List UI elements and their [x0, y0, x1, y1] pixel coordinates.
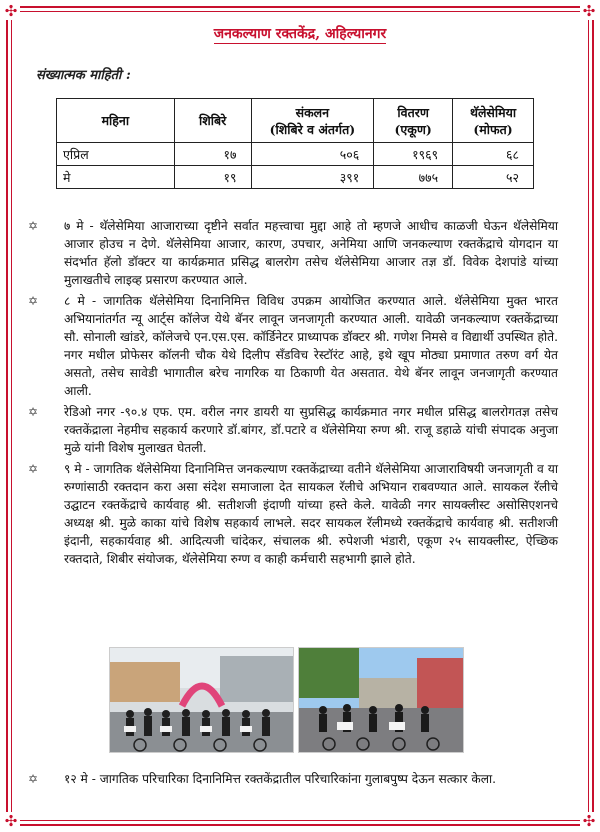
list-item-text: ८ मे - जागतिक थॅलेसेमिया दिनानिमित्त विविध उपक्रम आयोजित करण्यात आले. थॅलेसेमिया मुक्त भारत अभियानांतर्गत न्यू आर्ट्स कॉलेज येथे बॅनर लावून जनजागृती करण्यात आली. यावेळी जनकल्याण रक्तकेंद्राच्या सौ. सोनाली खांडरे, कॉलेजचे एन.एस.एस. कॉर्डिनेटर प्राध्यापक डॉक्टर श्री. गणेश निमसे व विद्यार्थी उपस्थित होते. नगर मधील प्रोफेसर कॉलनी चौक येथे दिलीप सँडविच रेस्टॉरंट आहे, इथे खूप मोठ्या प्रमाणात तरुण वर्ग येत असतो, तसेच सावेडी भागातील बरेच नागरिक या ठिकाणी येत असतात. येथे बॅनर लावून जनजागृती करण्यात आली.	[64, 294, 558, 398]
cell-distribution: १९६९	[374, 143, 453, 166]
header-collection-line2: (शिबिरे व अंतर्गत)	[269, 121, 356, 137]
star-bullet-icon: ✡	[28, 294, 39, 308]
cell-camps: १७	[174, 143, 251, 166]
star-bullet-icon: ✡	[28, 462, 39, 476]
list-item	[28, 460, 558, 568]
list-item	[28, 770, 558, 788]
list-item-text: ७ मे - थॅलेसेमिया आजाराच्या दृष्टीने सर्वात महत्त्वाचा मुद्दा आहे तो म्हणजे आधीच काळजी घेऊन थॅलेसेमिया आजार होउच न देणे. थॅलेसेमिया आजार, कारण, उपचार, अनेमिया आणि जनकल्याण रक्तकेंद्राचे योगदान या संदर्भात हॅलो डॉक्टर या कार्यक्रमात प्रसिद्ध बालरोग तसेच थॅलेसेमिया आजार तज्ञ डॉ. विवेक देशपांडे यांच्या मुलाखतीचे लाइव्ह प्रसारण करण्यात आले.	[64, 219, 558, 287]
rally-photo	[109, 647, 294, 753]
table-row	[57, 166, 534, 189]
list-item	[28, 217, 558, 289]
list-item	[28, 292, 558, 400]
list-item	[28, 403, 558, 457]
header-thalassemia	[453, 99, 534, 143]
cell-month: एप्रिल	[57, 143, 175, 166]
cell-distribution: ७७५	[374, 166, 453, 189]
table-header-row	[57, 99, 534, 143]
cell-month: मे	[57, 166, 175, 189]
page-title	[0, 24, 600, 43]
header-camps: शिबिरे	[174, 99, 251, 143]
cell-collection: ३९१	[251, 166, 374, 189]
header-collection-line1: संकलन	[295, 104, 330, 120]
header-month: महिना	[57, 99, 175, 143]
header-thalassemia-line2: (मोफत)	[473, 121, 513, 137]
ornament-icon: ✣	[2, 812, 20, 830]
page-title-text: जनकल्याण रक्तकेंद्र, अहिल्यानगर	[213, 26, 387, 42]
cell-thalassemia: ५२	[453, 166, 534, 189]
header-distribution	[374, 99, 453, 143]
section-heading: संख्यात्मक माहिती :	[36, 68, 131, 83]
event-list	[28, 217, 558, 568]
star-bullet-icon: ✡	[28, 772, 39, 786]
ornament-icon: ✣	[580, 2, 598, 20]
cell-thalassemia: ६८	[453, 143, 534, 166]
photo-strip	[0, 647, 600, 753]
header-collection	[251, 99, 374, 143]
star-bullet-icon: ✡	[28, 219, 39, 233]
table-row	[57, 143, 534, 166]
list-item-text: ९ मे - जागतिक थॅलेसेमिया दिनानिमित्त जनकल्याण रक्तकेंद्राच्या वतीने थॅलेसेमिया आजाराविषयी जनजागृती व या रुग्णांसाठी रक्तदान करा असा संदेश समाजाला देत सायकल रॅलीचे अभियान राबवण्यात आले. सायकल रॅलीचे उद्घाटन रक्तकेंद्राचे कार्यवाह श्री. सतीशजी इंदाणी यांच्या हस्ते केले. यावेळी नगर सायक्लीस्ट असोसिएशनचे अध्यक्ष श्री. मुळे काका यांचे विशेष सहकार्य लाभले. सदर सायकल रॅलीमध्ये रक्तकेंद्राचे कार्यवाह श्री. सतीशजी इंदानी, सहकार्यवाह श्री. आदित्यजी चांदेकर, संचालक श्री. रुपेशजी भंडारी, एकूण २५ सायक्लीस्ट, ऐच्छिक रक्तदाते, शिबीर संयोजक, थॅलेसेमिया रुग्ण व काही कर्मचारी सहभागी झाले होते.	[64, 462, 558, 566]
header-thalassemia-line1: थॅलेसेमिया	[469, 104, 517, 120]
header-distribution-line2: (एकूण)	[394, 121, 432, 137]
cell-camps: १९	[174, 166, 251, 189]
rally-photo	[298, 647, 464, 753]
event-list-footer	[28, 770, 558, 788]
header-distribution-line1: वितरण	[397, 104, 429, 120]
stats-table	[56, 98, 534, 189]
list-item-text: १२ मे - जागतिक परिचारिका दिनानिमित्त रक्तकेंद्रातील परिचारिकांना गुलाबपुष्प देऊन सत्कार केला.	[64, 772, 497, 786]
ornament-icon: ✣	[580, 812, 598, 830]
list-item-text: रेडिओ नगर -९०.४ एफ. एम. वरील नगर डायरी या सुप्रसिद्ध कार्यक्रमात नगर मधील प्रसिद्ध बालरोगतज्ञ तसेच रक्तकेंद्राला नेहमीच सहकार्य करणारे डॉ.बांगर, डॉ.पटारे व थॅलेसेमिया रुग्ण श्री. राजू डहाळे यांची संपादक अनुजा मुळे यांनी विशेष मुलाखत घेतली.	[64, 405, 558, 455]
star-bullet-icon: ✡	[28, 405, 39, 419]
ornament-icon: ✣	[2, 2, 20, 20]
cell-collection: ५०६	[251, 143, 374, 166]
